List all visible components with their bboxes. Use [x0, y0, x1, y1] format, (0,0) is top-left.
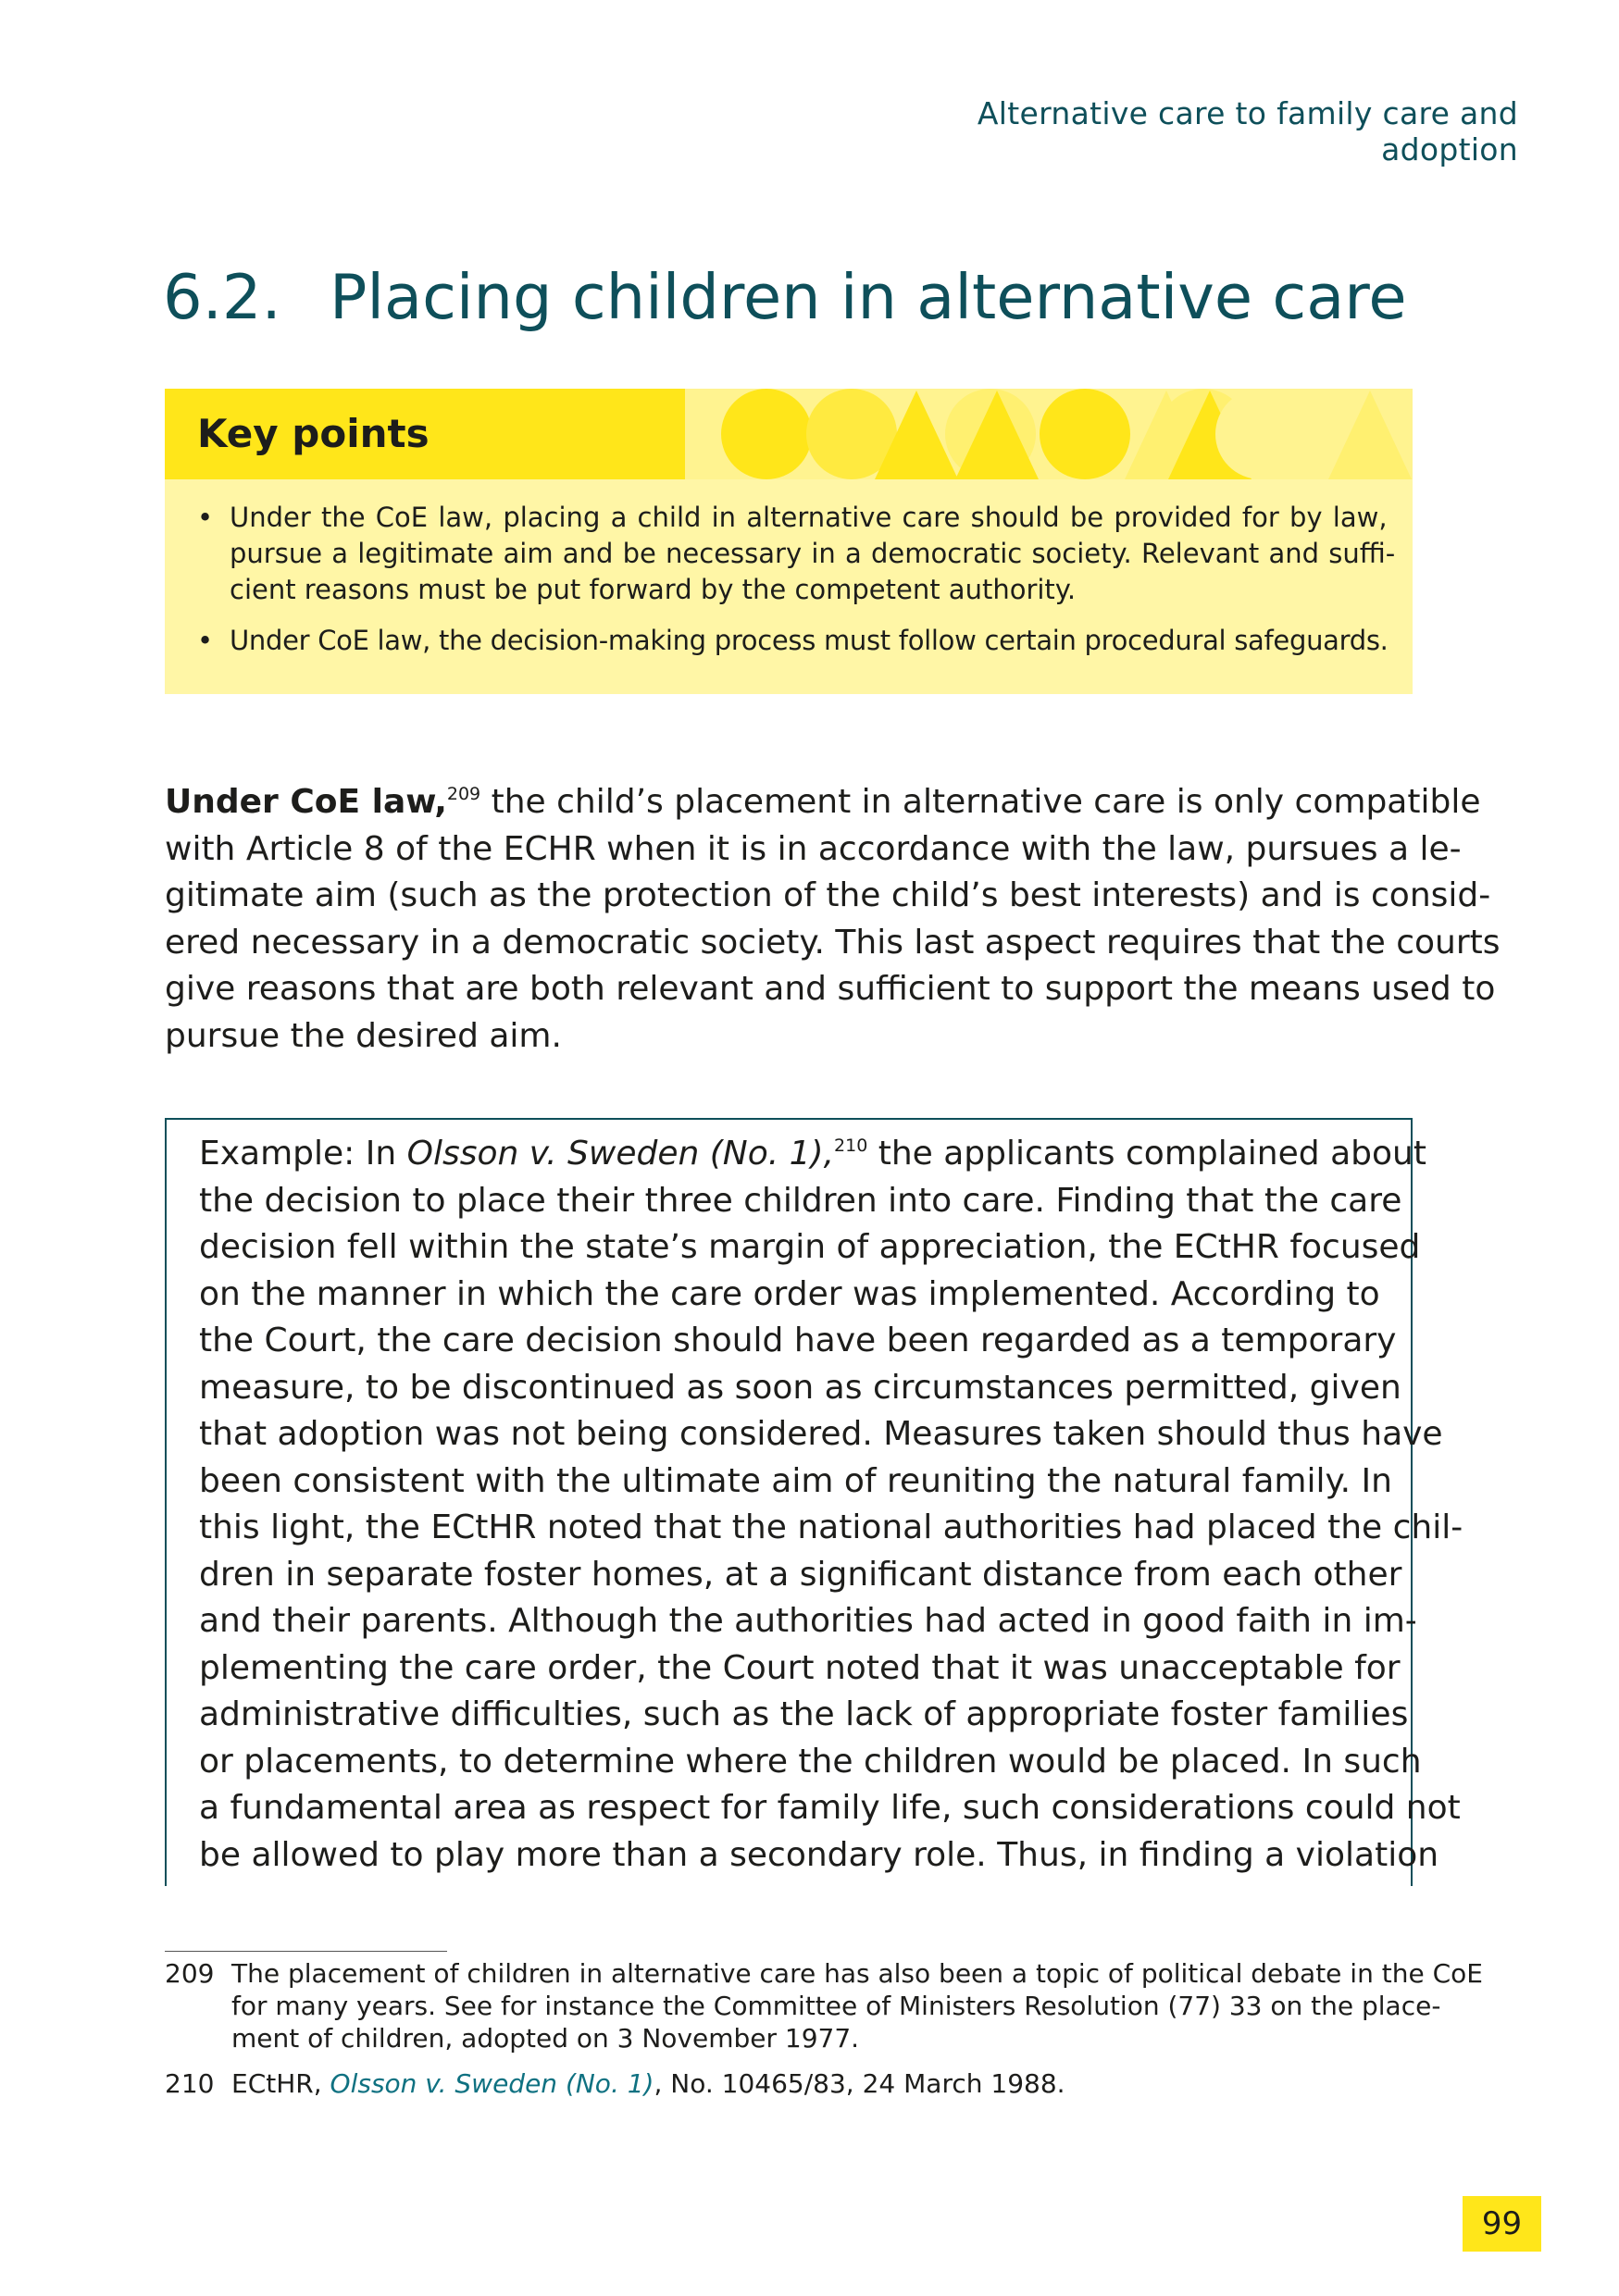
example-line: plementing the care order, the Court noted that it was unacceptable for — [199, 1648, 1401, 1687]
body-paragraph — [165, 779, 1501, 1060]
example-line: or placements, to determine where the children would be placed. In such — [199, 1742, 1422, 1781]
footnote-prefix: ECtHR, — [231, 2068, 330, 2099]
example-line — [199, 1131, 1426, 1178]
key-point-line: Under the CoE law, placing a child in alternative care should be provided for by law, — [230, 502, 1388, 533]
footnote-suffix: , No. 10465/83, 24 March 1988. — [654, 2068, 1065, 2099]
example-line: that adoption was not being considered. Measures taken should thus have — [199, 1415, 1443, 1453]
case-link[interactable]: Olsson v. Sweden (No. 1) — [330, 2068, 654, 2099]
example-line: and their parents. Although the authorities had acted in good faith in im- — [199, 1602, 1417, 1640]
footnote-ref-209[interactable]: 209 — [446, 784, 481, 804]
section-number: 6.2. — [163, 261, 281, 333]
example-line: decision fell within the state’s margin of appreciation, the ECtHR focused — [199, 1228, 1421, 1266]
paragraph-line: with Article 8 of the ECHR when it is in accordance with the law, pursues a le- — [165, 829, 1462, 868]
example-line: be allowed to play more than a secondary role. Thus, in finding a violation — [199, 1835, 1439, 1874]
footnote-210 — [165, 2067, 1413, 2100]
example-case-name: Olsson v. Sweden (No. 1), — [406, 1135, 835, 1173]
key-point-line: Under CoE law, the decision-making process must follow certain procedural safeguards. — [230, 625, 1389, 656]
footnotes — [165, 1957, 1483, 2113]
footnote-number: 209 — [165, 1958, 215, 1989]
example-line: been consistent with the ultimate aim of reuniting the natural family. In — [199, 1461, 1392, 1500]
footnote-line: The placement of children in alternative care has also been a topic of political debate in the CoE — [231, 1958, 1483, 1989]
footnote-divider — [165, 1951, 447, 1952]
section-title: Placing children in alternative care — [330, 261, 1407, 333]
example-line: measure, to be discontinued as soon as circumstances permitted, given — [199, 1368, 1401, 1407]
key-points-title: Key points — [197, 411, 430, 456]
example-line: a fundamental area as respect for family life, such considerations could not — [199, 1789, 1461, 1827]
paragraph-line: ered necessary in a democratic society. This last aspect requires that the courts — [165, 923, 1501, 962]
page-number: 99 — [1463, 2196, 1541, 2252]
key-points-list — [197, 500, 1401, 674]
bullet-icon: • — [197, 502, 214, 533]
paragraph-line — [165, 779, 1481, 826]
key-point-item — [197, 623, 1401, 659]
example-line: administrative difficulties, such as the lack of appropriate foster families — [199, 1695, 1409, 1733]
example-box — [165, 1118, 1463, 1886]
section-heading — [163, 261, 1407, 333]
decorative-shapes-banner — [685, 389, 1413, 479]
key-point-item — [197, 500, 1401, 608]
example-line: the Court, the care decision should have been regarded as a temporary — [199, 1322, 1397, 1359]
key-point-line: pursue a legitimate aim and be necessary in a democratic society. Relevant and suffi- — [230, 538, 1396, 569]
example-text — [199, 1131, 1463, 1879]
key-points-header — [165, 389, 1413, 479]
example-prefix: Example: In — [199, 1135, 407, 1173]
paragraph-line: give reasons that are both relevant and sufficient to support the means used to — [165, 970, 1496, 1008]
footnote-209 — [165, 1957, 1483, 2054]
bullet-icon: • — [197, 625, 214, 656]
decorative-shapes-icon — [685, 389, 1413, 479]
paragraph-lead: Under CoE law, — [165, 783, 447, 821]
key-point-line: cient reasons must be put forward by the competent authority. — [230, 574, 1077, 605]
key-points-box — [165, 389, 1413, 694]
footnote-line: ment of children, adopted on 3 November 1977. — [231, 2023, 860, 2054]
running-header: Alternative care to family care and adoption — [977, 95, 1518, 168]
example-line: dren in separate foster homes, at a significant distance from each other — [199, 1555, 1402, 1594]
paragraph-text: the child’s placement in alternative care is only compatible — [480, 783, 1481, 821]
footnote-number: 210 — [165, 2068, 215, 2099]
example-line: this light, the ECtHR noted that the national authorities had placed the chil- — [199, 1508, 1463, 1546]
example-line: on the manner in which the care order was implemented. According to — [199, 1274, 1380, 1313]
example-text-rest: the applicants complained about — [867, 1135, 1426, 1173]
footnote-ref-210[interactable]: 210 — [834, 1136, 868, 1156]
paragraph-line: pursue the desired aim. — [165, 1016, 562, 1055]
footnote-line — [231, 2067, 1413, 2100]
paragraph-line: gitimate aim (such as the protection of the child’s best interests) and is consid- — [165, 876, 1491, 914]
footnote-line: for many years. See for instance the Committee of Ministers Resolution (77) 33 on the place- — [231, 1991, 1441, 2021]
example-line: the decision to place their three children into care. Finding that the care — [199, 1181, 1402, 1220]
